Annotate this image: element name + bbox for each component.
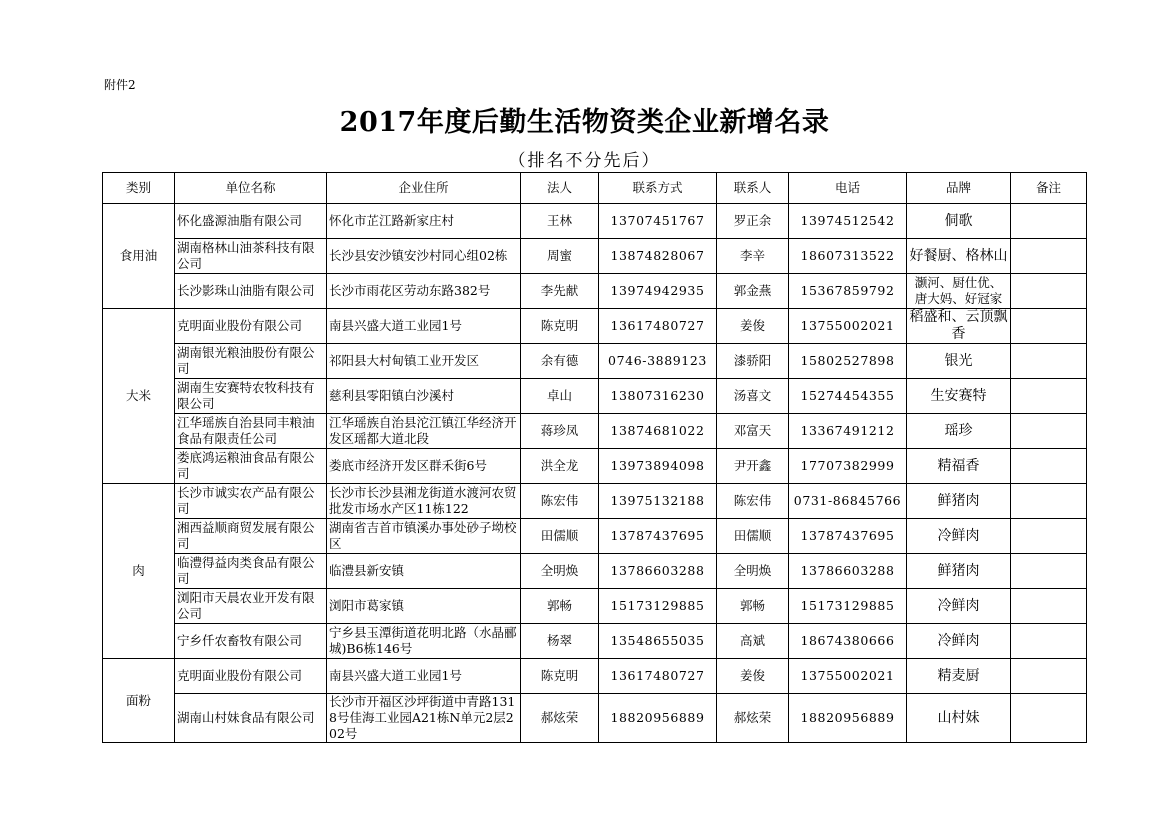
attachment-label: 附件2 [104,78,136,92]
header-brand: 品牌 [907,173,1011,204]
category-cell-rice: 大米 [103,309,175,484]
table-row [103,449,1087,484]
legal-person: 全明焕 [521,554,599,589]
table-row [103,344,1087,379]
company-name: 临澧得益肉类食品有限公司 [175,554,327,589]
brand: 稻盛和、云顶飘香 [907,309,1011,344]
phone-number: 13787437695 [789,519,907,554]
legal-person: 王林 [521,204,599,239]
company-address: 长沙县安沙镇安沙村同心组02栋 [327,239,521,274]
company-name: 长沙市诚实农产品有限公司 [175,484,327,519]
brand: 冷鲜肉 [907,589,1011,624]
brand: 精福香 [907,449,1011,484]
phone-number: 15173129885 [789,589,907,624]
page-title: 2017年度后勤生活物资类企业新增名录 [339,107,830,138]
contact-info: 15173129885 [599,589,717,624]
remarks [1011,554,1087,589]
table-row [103,204,1087,239]
company-name: 浏阳市天晨农业开发有限公司 [175,589,327,624]
table-row [103,659,1087,694]
company-address: 长沙市长沙县湘龙街道水渡河农贸批发市场水产区11栋122 [327,484,521,519]
company-address: 长沙市开福区沙坪街道中青路1318号佳海工业园A21栋N单元2层202号 [327,694,521,743]
legal-person: 余有德 [521,344,599,379]
legal-person: 陈宏伟 [521,484,599,519]
remarks [1011,659,1087,694]
contact-person: 陈宏伟 [717,484,789,519]
brand: 侗歌 [907,204,1011,239]
company-address: 湖南省吉首市镇溪办事处砂子坳校区 [327,519,521,554]
brand: 鲜猪肉 [907,554,1011,589]
company-name: 宁乡仟农畜牧有限公司 [175,624,327,659]
company-name: 江华瑶族自治县同丰粮油食品有限责任公司 [175,414,327,449]
company-name: 湘西益顺商贸发展有限公司 [175,519,327,554]
table-header-row [103,173,1087,204]
contact-person: 邓富天 [717,414,789,449]
legal-person: 蒋珍凤 [521,414,599,449]
contact-info: 13707451767 [599,204,717,239]
legal-person: 田儒顺 [521,519,599,554]
table-row [103,554,1087,589]
contact-person: 漆骄阳 [717,344,789,379]
table-row [103,484,1087,519]
company-name: 娄底鸿运粮油食品有限公司 [175,449,327,484]
brand: 好餐厨、格林山 [907,239,1011,274]
header-remarks: 备注 [1011,173,1087,204]
table-row [103,589,1087,624]
table-row [103,239,1087,274]
contact-person: 罗正余 [717,204,789,239]
contact-info: 0746-3889123 [599,344,717,379]
phone-number: 13755002021 [789,659,907,694]
company-address: 怀化市芷江路新家庄村 [327,204,521,239]
phone-number: 15367859792 [789,274,907,309]
remarks [1011,309,1087,344]
legal-person: 李先献 [521,274,599,309]
contact-info: 18820956889 [599,694,717,743]
legal-person: 洪全龙 [521,449,599,484]
header-phone: 电话 [789,173,907,204]
legal-person: 陈克明 [521,659,599,694]
brand: 银光 [907,344,1011,379]
phone-number: 13755002021 [789,309,907,344]
enterprise-table [102,172,1087,743]
legal-person: 周蜜 [521,239,599,274]
header-contact-person: 联系人 [717,173,789,204]
contact-person: 尹开鑫 [717,449,789,484]
company-name: 湖南山村妹食品有限公司 [175,694,327,743]
legal-person: 陈克明 [521,309,599,344]
remarks [1011,449,1087,484]
remarks [1011,589,1087,624]
table-row [103,624,1087,659]
category-cell-flour: 面粉 [103,659,175,743]
table-row [103,694,1087,743]
header-contact-info: 联系方式 [599,173,717,204]
company-name: 长沙影珠山油脂有限公司 [175,274,327,309]
header-legal: 法人 [521,173,599,204]
company-address: 长沙市雨花区劳动东路382号 [327,274,521,309]
remarks [1011,694,1087,743]
phone-number: 13974512542 [789,204,907,239]
contact-person: 郝炫荣 [717,694,789,743]
remarks [1011,274,1087,309]
legal-person: 卓山 [521,379,599,414]
company-name: 克明面业股份有限公司 [175,309,327,344]
contact-person: 全明焕 [717,554,789,589]
contact-info: 13874828067 [599,239,717,274]
table-row [103,274,1087,309]
contact-info: 13975132188 [599,484,717,519]
remarks [1011,239,1087,274]
brand: 鲜猪肉 [907,484,1011,519]
remarks [1011,379,1087,414]
company-address: 祁阳县大村甸镇工业开发区 [327,344,521,379]
contact-person: 郭金燕 [717,274,789,309]
contact-person: 汤喜文 [717,379,789,414]
contact-info: 13973894098 [599,449,717,484]
phone-number: 0731-86845766 [789,484,907,519]
contact-person: 田儒顺 [717,519,789,554]
contact-person: 高斌 [717,624,789,659]
legal-person: 郭畅 [521,589,599,624]
header-category: 类别 [103,173,175,204]
header-address: 企业住所 [327,173,521,204]
phone-number: 13367491212 [789,414,907,449]
company-name: 湖南生安赛特农牧科技有限公司 [175,379,327,414]
brand: 山村妹 [907,694,1011,743]
remarks [1011,519,1087,554]
remarks [1011,414,1087,449]
brand: 冷鲜肉 [907,624,1011,659]
phone-number: 15802527898 [789,344,907,379]
contact-person: 郭畅 [717,589,789,624]
brand: 生安赛特 [907,379,1011,414]
company-address: 江华瑶族自治县沱江镇江华经济开发区瑶都大道北段 [327,414,521,449]
phone-number: 18674380666 [789,624,907,659]
contact-info: 13974942935 [599,274,717,309]
contact-info: 13617480727 [599,659,717,694]
contact-person: 姜俊 [717,309,789,344]
table-row [103,519,1087,554]
company-address: 娄底市经济开发区群禾街6号 [327,449,521,484]
category-cell-meat: 肉 [103,484,175,659]
company-name: 怀化盛源油脂有限公司 [175,204,327,239]
page-subtitle: （排名不分先后） [508,151,661,171]
legal-person: 郝炫荣 [521,694,599,743]
brand: 灏河、厨仕优、唐大妈、好冠家 [907,274,1011,309]
phone-number: 18607313522 [789,239,907,274]
remarks [1011,624,1087,659]
brand: 精麦厨 [907,659,1011,694]
company-name: 克明面业股份有限公司 [175,659,327,694]
company-name: 湖南格林山油茶科技有限公司 [175,239,327,274]
phone-number: 18820956889 [789,694,907,743]
brand: 冷鲜肉 [907,519,1011,554]
remarks [1011,344,1087,379]
table-row [103,414,1087,449]
company-name: 湖南银光粮油股份有限公司 [175,344,327,379]
contact-person: 李辛 [717,239,789,274]
contact-info: 13786603288 [599,554,717,589]
remarks [1011,204,1087,239]
company-address: 临澧县新安镇 [327,554,521,589]
company-address: 慈利县零阳镇白沙溪村 [327,379,521,414]
company-address: 南县兴盛大道工业园1号 [327,659,521,694]
table-row [103,309,1087,344]
contact-info: 13807316230 [599,379,717,414]
category-cell-oil: 食用油 [103,204,175,309]
remarks [1011,484,1087,519]
contact-info: 13617480727 [599,309,717,344]
contact-info: 13548655035 [599,624,717,659]
table-row [103,379,1087,414]
brand: 瑶珍 [907,414,1011,449]
contact-person: 姜俊 [717,659,789,694]
company-address: 浏阳市葛家镇 [327,589,521,624]
contact-info: 13787437695 [599,519,717,554]
legal-person: 杨翠 [521,624,599,659]
header-company: 单位名称 [175,173,327,204]
contact-info: 13874681022 [599,414,717,449]
phone-number: 13786603288 [789,554,907,589]
phone-number: 17707382999 [789,449,907,484]
company-address: 南县兴盛大道工业园1号 [327,309,521,344]
company-address: 宁乡县玉潭街道花明北路（水晶郦城)B6栋146号 [327,624,521,659]
phone-number: 15274454355 [789,379,907,414]
